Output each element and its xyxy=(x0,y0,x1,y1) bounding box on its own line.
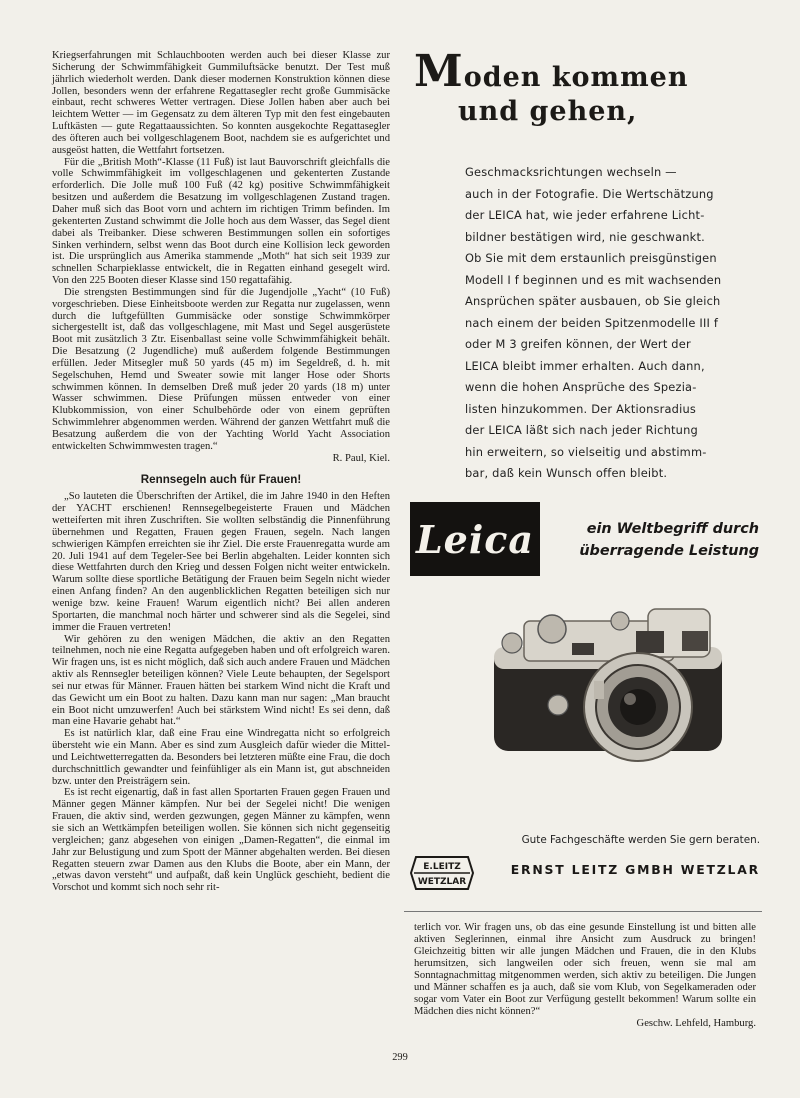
headline-initial: M xyxy=(414,46,464,97)
ad-body-line: Ansprüchen später ausbauen, ob Sie gleich xyxy=(465,294,721,308)
article-paragraph: „So lauteten die Überschriften der Artikel, die im Jahre 1940 in den Heften der YACHT erschienen! Rennsegelbegeisterte Frauen und Mädchen wetteiferten mit ihren Zuschriften. Sie wollten selbständig die Pinnenführung übernehmen und Regatten, Frauen gegen Frauen, segeln. Nach langen schwierigen Kämpfen erreichten sie ihr Ziel. Die erste Frauenregatta wurde am 20. Juli 1941 auf dem Tegeler-See bei Berlin abgehalten. Leider konnten sich diese Wettfahrten durch den Krieg und dessen Folgen nicht weiter entwickeln. Warum sollte diese sportliche Betätigung der Frauen beim Segeln nicht wieder einen Anfang finden? An den augenblicklichen Regatten beteiligen sich nur wenige bzw. keine Frauen! Warum eigentlich nicht? Bei allen anderen Sportarten, die manchmal noch härter und schwerer sind als die Segelei, sind immer die Frauen vertreten! xyxy=(52,491,390,633)
ad-body-text xyxy=(465,162,755,485)
ad-slogan xyxy=(563,518,759,562)
ad-body-line: der LEICA hat, wie jeder erfahrene Licht- xyxy=(465,208,705,222)
right-article-continuation xyxy=(414,922,756,1030)
divider xyxy=(404,911,762,912)
leica-logo-text: Leica xyxy=(415,516,535,562)
camera-icon xyxy=(488,603,728,767)
ad-body-line: der LEICA läßt sich nach jeder Richtung xyxy=(465,423,698,437)
ad-body-line: Geschmacksrichtungen wechseln — xyxy=(465,165,677,179)
article-paragraph: Es ist natürlich klar, daß eine Frau eine Windregatta nicht so erfolgreich übersteht wie ein Mann. Aber es sind zum Ausgleich dafür wieder die Mittel- und Leichtwetterregatten da. Besonders bei letzteren müßte eine Frau, die doch durchschnittlich gewandter und feinfühliger als ein Mann ist, gut abschneiden bzw. unter den Preisträgern sein. xyxy=(52,728,390,787)
ad-body-line: Ob Sie mit dem erstaunlich preisgünstigen xyxy=(465,251,717,265)
badge-bottom-text: WETZLAR xyxy=(417,877,467,887)
article-signature: Geschw. Lehfeld, Hamburg. xyxy=(636,1018,756,1029)
ad-body-line: nach einem der beiden Spitzenmodelle III f xyxy=(465,315,719,330)
article-signature: R. Paul, Kiel. xyxy=(332,452,390,464)
ad-body-line: listen hinzukommen. Der Aktionsradius xyxy=(465,401,697,416)
ad-body-line: wenn die hohen Ansprüche des Spezia- xyxy=(465,380,697,394)
headline-line-1 xyxy=(414,46,744,97)
dealer-note: Gute Fachgeschäfte werden Sie gern beraten. xyxy=(521,834,760,846)
ad-body-line: auch in der Fotografie. Die Wertschätzung xyxy=(465,186,714,201)
article-paragraph: Wir gehören zu den wenigen Mädchen, die aktiv an den Regatten teilnehmen, noch nie eine Regatta aufgegeben haben und oft erfolgreich waren. Wir fragen uns, ist es nicht möglich, daß sich auch andere Frauen und Mädchen aktiv als Rennsegler beteiligen können? Viele Leute behaupten, der Segelsport sei nur etwas für Männer. Frauen hätten bei starkem Wind nicht die Kraft und das Gewicht um ein Boot zu halten. Dazu kann man nur sagen: „Man braucht ein Boot nicht umzuwerfen! Auch bei stärkstem Wind nicht! Es sei denn, daß man eine Havarie gehabt hat.“ xyxy=(52,633,390,728)
left-article-column xyxy=(52,50,390,894)
headline-line-2: und gehen, xyxy=(458,96,638,127)
badge-top-text: E.LEITZ xyxy=(423,862,461,872)
article-heading: Rennsegeln auch für Frauen! xyxy=(140,472,302,486)
ad-body-line: Modell I f beginnen und es mit wachsenden xyxy=(465,272,722,287)
leitz-logo xyxy=(410,855,474,891)
company-name: ERNST LEITZ GMBH WETZLAR xyxy=(510,862,760,877)
ad-body-line: oder M 3 greifen können, der Wert der xyxy=(465,337,691,351)
slogan-line-1: ein Weltbegriff durch xyxy=(586,521,759,537)
ad-body-line: bildner bestätigen wird, nie geschwankt. xyxy=(465,229,705,244)
article-paragraph: Kriegserfahrungen mit Schlauchbooten werden auch bei dieser Klasse zur Sicherung der Schwimmfähigkeit Gummiluftsäcke benutzt. Der Test muß jährlich wiederholt werden. Dank dieser modernen Konstruktion können diese Jollen, besonders wenn der erfahrene Regattasegler recht große Gummisäcke einbaut, recht schweres Wetter vertragen. Diese Jollen haben aber auch bei leichtem Wetter — im Gegensatz zu dem älteren Typ mit den fest eingebauten Luftkästen — gute Regattaaussichten. So konnten ausgekochte Regattasegler des öfteren auch bei vollgeschlagenem Boot, nachdem sie es aufgerichtet und ausgeöst hatten, die Wettfahrt fortsetzen. xyxy=(52,50,390,156)
ad-body-line: LEICA bleibt immer erhalten. Auch dann, xyxy=(465,358,705,373)
ad-body-line: bar, daß kein Wunsch offen bleibt. xyxy=(465,466,668,480)
headline-line-1-rest: oden kommen xyxy=(463,62,689,93)
article-paragraph: Für die „British Moth“-Klasse (11 Fuß) ist laut Bauvorschrift gleichfalls die volle Schwimmfähigkeit im vollgeschlagenen und gekenterten Zustande erforderlich. Die Jolle muß 100 Fuß (42 kg) positive Schwimmfähigkeit besitzen und außerdem die Besatzung im vollgeschlagenen Zustand tragen. Daher muß sich das Boot vorn und achtern im richtigen Trimm befinden. Im gekenterten Zustand schwimmt die Jolle hoch aus dem Wasser, das Segel dient dabei als Treibanker. Diese schweren Bestimmungen sollen ein sofortiges Sinken verhindern, selbst wenn das Boot durch eine Kollision leck geworden ist. Die ursprünglich aus Amerika stammende „Moth“ hat sich seit 1939 zur schnellen Scharpieklasse entwickelt, die in Regatten einhand gesegelt wird. Von den 225 Booten dieser Klasse sind 150 regattafähig. xyxy=(52,156,390,287)
article-paragraph: Die strengsten Bestimmungen sind für die Jugendjolle „Yacht“ (10 Fuß) vorgeschrieben. Diese Einheitsboote werden zur Regatta nur zugelassen, wenn durch die luftgefüllten Gummisäcke oder sonstige Schwimmkörper sichergestellt ist, daß das vollgeschlagene, mit Mast und Segel ausgerüstete Boot mit zusätzlich 3 Ztr. Eisenballast seine volle Schwimmfähigkeit behält. Die Besatzung (2 Jugendliche) muß außerdem folgende Bestimmungen erfüllen. Jeder Mitsegler muß 50 yards (45 m) im Segeldreß, d. h. mit Segelschuhen, Hemd und Sweater sowie mit langer Hose oder Shorts schwimmen können. In demselben Dreß muß jeder 20 yards (18 m) unter Wasser schwimmen. Diese Prüfungen müssen entweder von einer Klubkommission, von einer Schulbehörde oder von einem geprüften Schwimmlehrer abgenommen werden. Während der ganzen Wettfahrt muß die Besatzung außerdem die von der Yachting World Yacht Association entwickelten Schwimmwesten tragen.“ xyxy=(52,286,390,452)
ad-headline xyxy=(414,46,744,129)
ad-body-line: hin erweitern, so vielseitig und abstimm- xyxy=(465,444,707,459)
article-paragraph: Es ist recht eigenartig, daß in fast allen Sportarten Frauen gegen Frauen und Männer gegen Männer kämpfen. Nur bei der Segelei nicht! Die wenigen Frauen, die aktiv sind, werden gezwungen, gegen Männer zu kämpfen, wenn sie sich an Wettkämpfen beteiligen wollen. Sie können sich nicht gegenseitig vergleichen; ganz abgesehen von einigen „Damen-Regatten“, die einmal im Jahr zur Belustigung und zum Spott der Männer abgehalten werden. Bei diesen Regatten steuern zwar Damen aus den Klubs die Boote, aber ein Mann, der „etwas davon versteht“ und aufpaßt, daß kein Unglück geschieht, bedient die Vorschot und kommt sich noch sehr rit- xyxy=(52,787,390,894)
slogan-line-2: überragende Leistung xyxy=(579,543,759,559)
page-number: 299 xyxy=(392,1052,408,1063)
leica-logo xyxy=(410,502,540,576)
article-paragraph: terlich vor. Wir fragen uns, ob das eine gesunde Einstellung ist und bitten alle aktiven Seglerinnen, einmal ihre Ansicht zum Ausdruck zu bringen! Gleichzeitig bitten wir alle jungen Mädchen und Frauen, die in den Klubs herumsitzen, sich langweilen oder sich freuen, wenn sie mal am Sonntagnachmittag mitgenommen werden, sich aktiv zu beteiligen. Die Jungen und Männer schaffen es ja auch, daß sie vom Klub, von Segelkameraden oder sogar vom Vater ein Boot zur Verfügung gestellt bekommen! Warum sollte ein Mädchen dies nicht können?“ xyxy=(414,922,756,1017)
